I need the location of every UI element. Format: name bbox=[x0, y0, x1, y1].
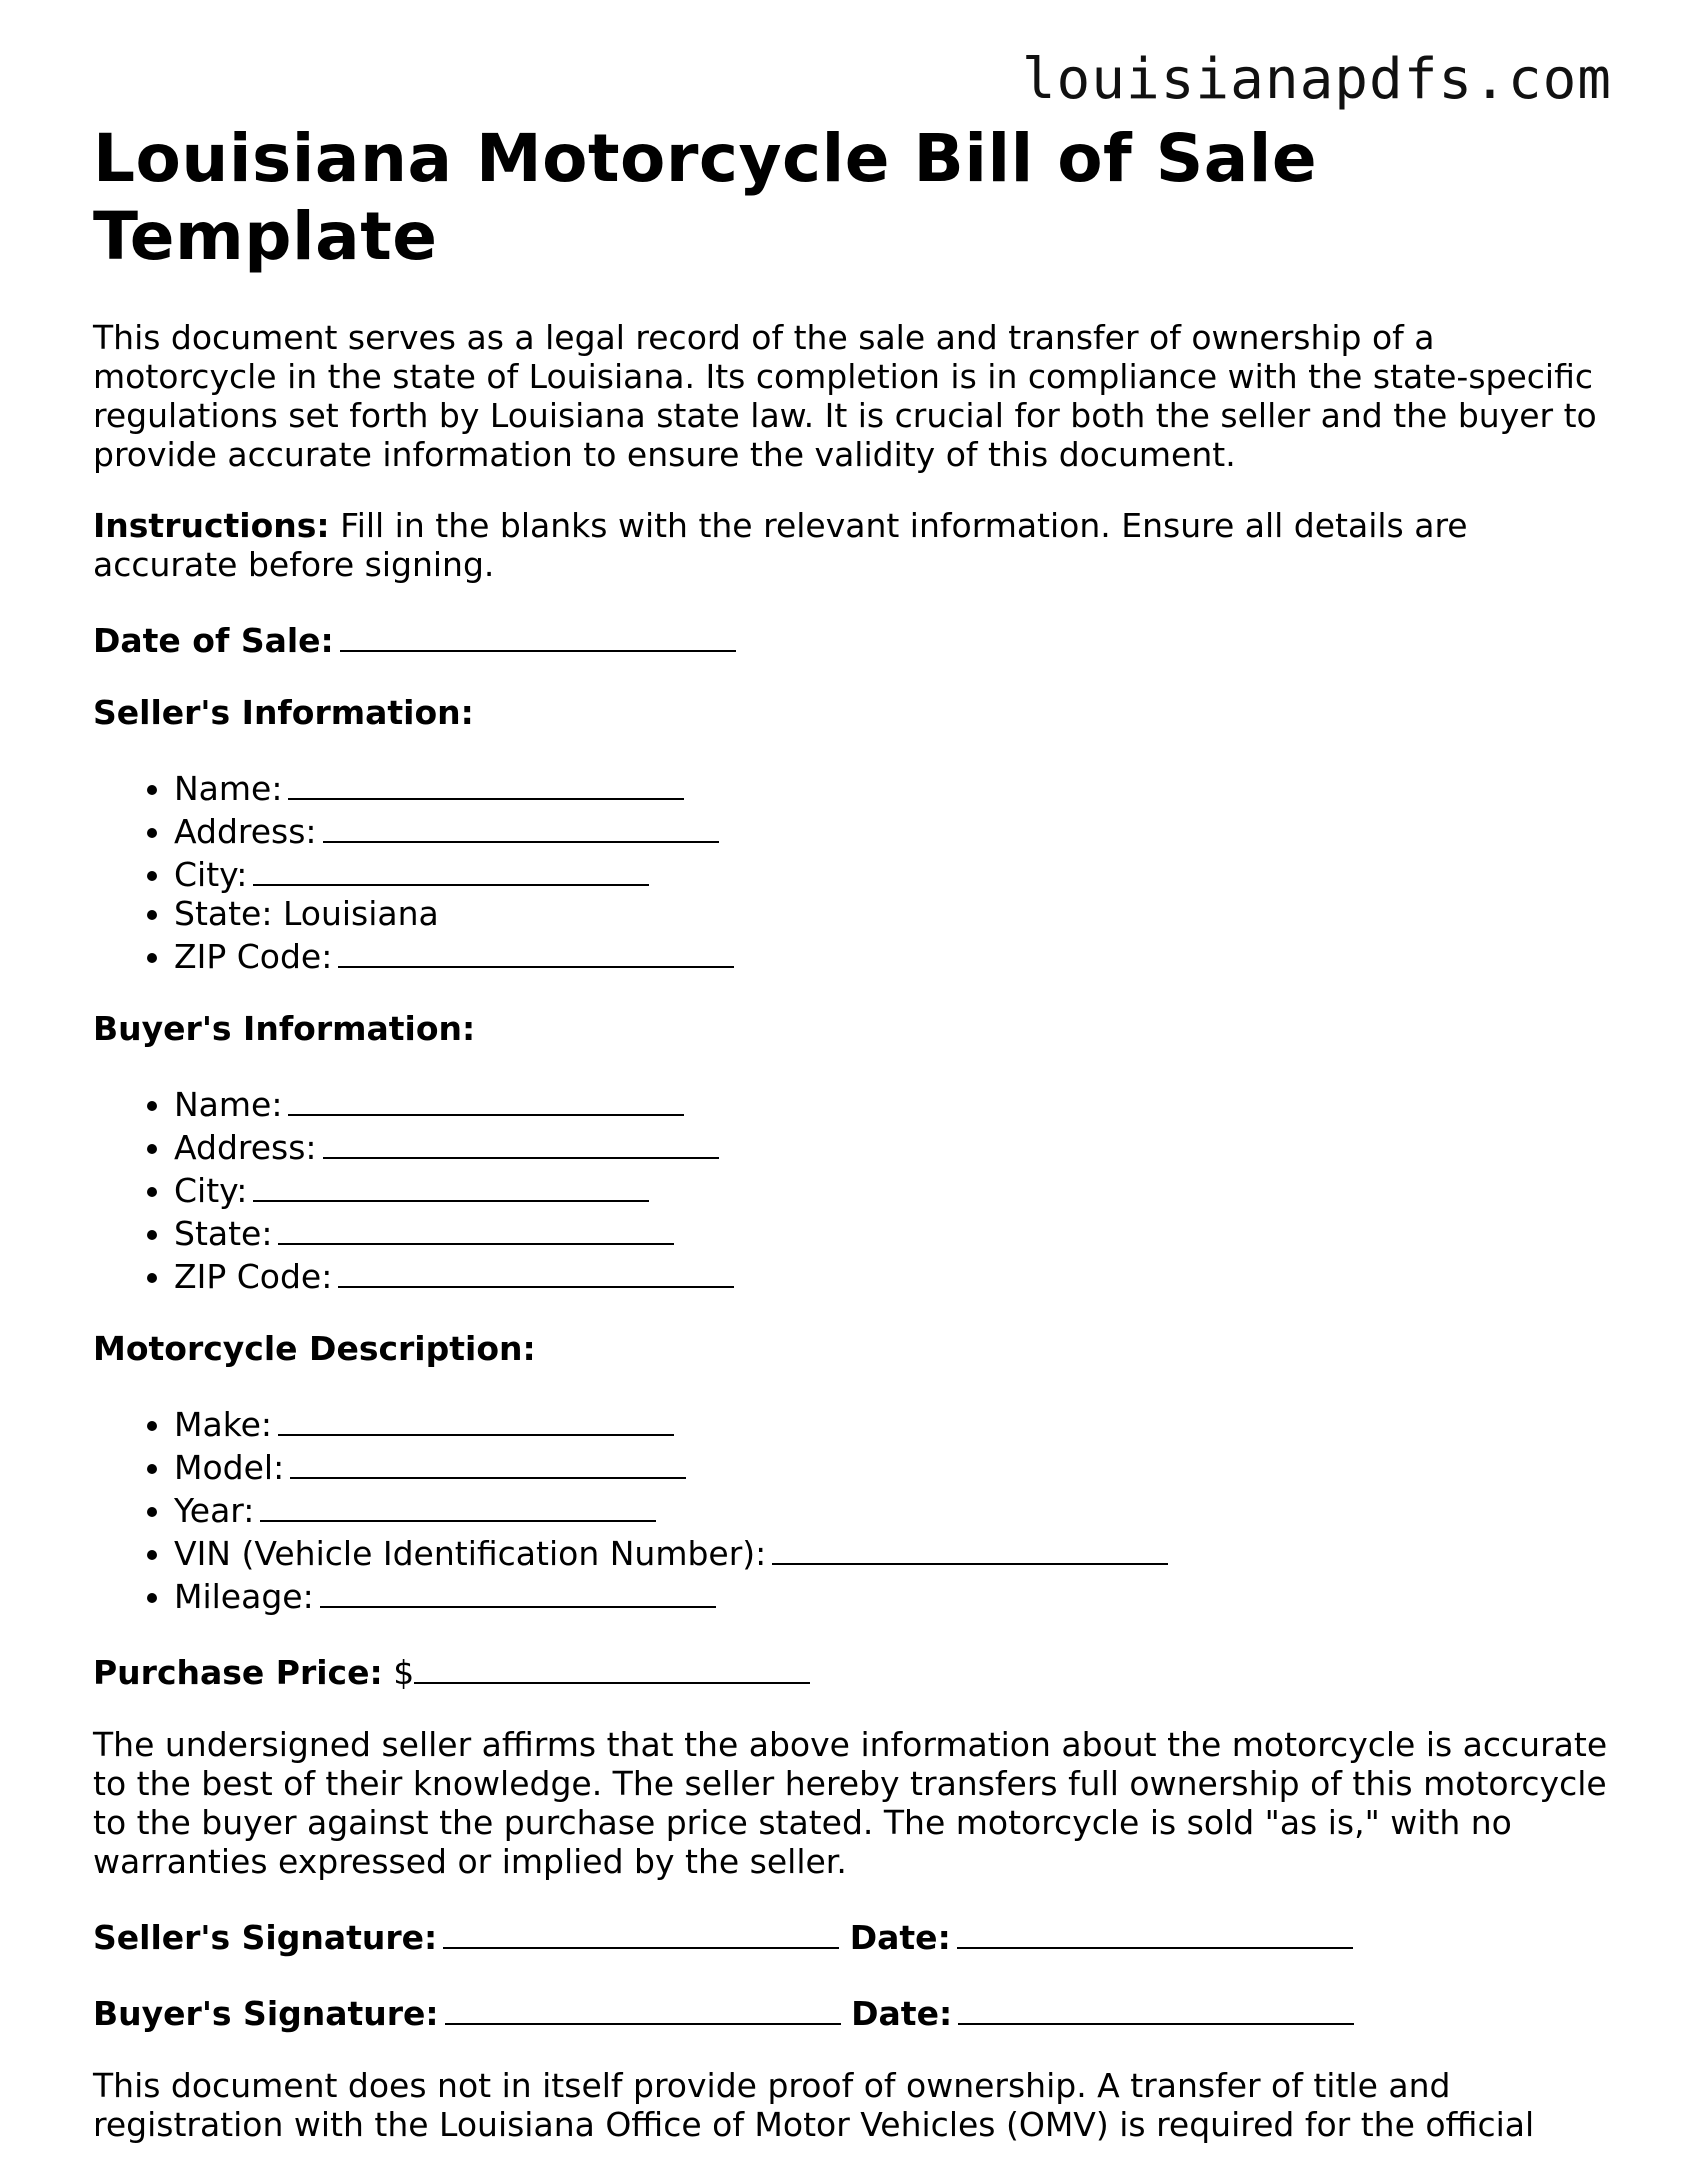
date-of-sale-label: Date of Sale: bbox=[93, 621, 334, 660]
year-blank[interactable] bbox=[260, 1487, 656, 1522]
year-label: Year: bbox=[174, 1491, 255, 1530]
list-item bbox=[174, 808, 1613, 851]
buyer-signature-line bbox=[93, 1990, 1613, 2033]
buyer-address-label: Address: bbox=[174, 1128, 317, 1167]
buyer-signature-blank[interactable] bbox=[445, 1990, 841, 2025]
seller-signature-line bbox=[93, 1914, 1613, 1957]
list-item bbox=[174, 894, 1613, 933]
currency-symbol: $ bbox=[393, 1653, 415, 1692]
buyer-state-blank[interactable] bbox=[278, 1210, 674, 1245]
buyer-name-blank[interactable] bbox=[288, 1081, 684, 1116]
seller-heading: Seller's Information: bbox=[93, 693, 474, 732]
vin-blank[interactable] bbox=[772, 1530, 1168, 1565]
list-item bbox=[174, 1167, 1613, 1210]
seller-signature-label: Seller's Signature: bbox=[93, 1918, 438, 1957]
list-item bbox=[174, 1530, 1613, 1573]
instructions-label: Instructions: bbox=[93, 506, 330, 545]
seller-city-label: City: bbox=[174, 855, 248, 894]
seller-zip-label: ZIP Code: bbox=[174, 937, 333, 976]
site-watermark: louisianapdfs.com bbox=[1021, 47, 1612, 112]
buyer-city-blank[interactable] bbox=[253, 1167, 649, 1202]
buyer-signature-label: Buyer's Signature: bbox=[93, 1994, 439, 2033]
seller-name-label: Name: bbox=[174, 769, 283, 808]
buyer-date-blank[interactable] bbox=[958, 1990, 1354, 2025]
list-item bbox=[174, 1401, 1613, 1444]
model-label: Model: bbox=[174, 1448, 285, 1487]
mileage-label: Mileage: bbox=[174, 1577, 314, 1616]
footer-paragraph: This document does not in itself provide proof of ownership. A transfer of title and registration with the Louisiana Office of Motor Vehicles (OMV) is required for the official bbox=[93, 2066, 1535, 2144]
list-item bbox=[174, 1444, 1613, 1487]
motorcycle-info-list bbox=[93, 1401, 1613, 1616]
make-label: Make: bbox=[174, 1405, 273, 1444]
buyer-state-label: State: bbox=[174, 1214, 273, 1253]
list-item bbox=[174, 851, 1613, 894]
vin-label: VIN (Vehicle Identification Number): bbox=[174, 1534, 767, 1573]
make-blank[interactable] bbox=[278, 1401, 674, 1436]
buyer-name-label: Name: bbox=[174, 1085, 283, 1124]
list-item bbox=[174, 1124, 1613, 1167]
seller-address-label: Address: bbox=[174, 812, 317, 851]
seller-info-list bbox=[93, 765, 1613, 976]
intro-paragraph: This document serves as a legal record of the sale and transfer of ownership of a motorcycle in the state of Louisiana. Its completion is in compliance with the state-specific regulations set forth by Louisiana state law. It is crucial for both the seller and the buyer to provide accurate information to ensure the validity of this document. bbox=[93, 318, 1597, 474]
purchase-price-blank[interactable] bbox=[414, 1649, 810, 1684]
list-item bbox=[174, 1573, 1613, 1616]
buyer-info-list bbox=[93, 1081, 1613, 1296]
seller-address-blank[interactable] bbox=[323, 808, 719, 843]
buyer-date-label: Date: bbox=[851, 1994, 953, 2033]
list-item bbox=[174, 1487, 1613, 1530]
date-of-sale-line bbox=[93, 617, 1613, 660]
buyer-city-label: City: bbox=[174, 1171, 248, 1210]
buyer-zip-label: ZIP Code: bbox=[174, 1257, 333, 1296]
date-of-sale-blank[interactable] bbox=[340, 617, 736, 652]
purchase-price-line bbox=[93, 1649, 1613, 1692]
seller-zip-blank[interactable] bbox=[338, 933, 734, 968]
buyer-zip-blank[interactable] bbox=[338, 1253, 734, 1288]
model-blank[interactable] bbox=[290, 1444, 686, 1479]
mileage-blank[interactable] bbox=[320, 1573, 716, 1608]
seller-date-label: Date: bbox=[849, 1918, 951, 1957]
seller-city-blank[interactable] bbox=[253, 851, 649, 886]
list-item bbox=[174, 765, 1613, 808]
buyer-heading: Buyer's Information: bbox=[93, 1009, 476, 1048]
list-item bbox=[174, 1253, 1613, 1296]
document-body bbox=[93, 120, 1613, 2144]
list-item bbox=[174, 933, 1613, 976]
seller-name-blank[interactable] bbox=[288, 765, 684, 800]
affirmation-paragraph: The undersigned seller affirms that the above information about the motorcycle is accurate to the best of their knowledge. The seller hereby transfers full ownership of this motorcycle to the buyer against the purchase price stated. The motorcycle is sold "as is," with no warranties expressed or implied by the seller. bbox=[93, 1725, 1608, 1881]
purchase-price-label: Purchase Price: bbox=[93, 1653, 383, 1692]
seller-signature-blank[interactable] bbox=[443, 1914, 839, 1949]
instructions-paragraph bbox=[93, 506, 1613, 584]
page-title: Louisiana Motorcycle Bill of Sale Template bbox=[93, 120, 1318, 275]
seller-state-label: State: Louisiana bbox=[174, 894, 439, 933]
motorcycle-heading: Motorcycle Description: bbox=[93, 1329, 536, 1368]
instructions-text: Fill in the blanks with the relevant information. Ensure all details are accurate before signing. bbox=[93, 506, 1468, 584]
list-item bbox=[174, 1081, 1613, 1124]
list-item bbox=[174, 1210, 1613, 1253]
buyer-address-blank[interactable] bbox=[323, 1124, 719, 1159]
seller-date-blank[interactable] bbox=[957, 1914, 1353, 1949]
